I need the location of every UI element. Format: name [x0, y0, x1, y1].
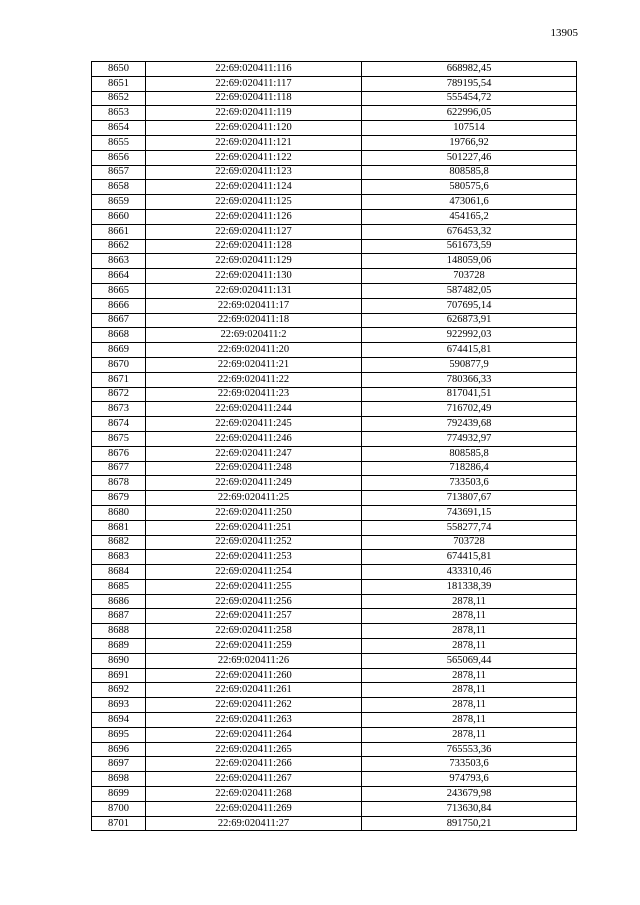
value-cell: 107514	[362, 121, 577, 136]
row-number-cell: 8666	[92, 298, 146, 313]
value-cell: 743691,15	[362, 505, 577, 520]
table-row	[92, 668, 577, 683]
table-row	[92, 579, 577, 594]
cadastral-number-cell: 22:69:020411:125	[146, 195, 362, 210]
cadastral-number-cell: 22:69:020411:119	[146, 106, 362, 121]
table-row	[92, 209, 577, 224]
cadastral-number-cell: 22:69:020411:258	[146, 624, 362, 639]
cadastral-number-cell: 22:69:020411:248	[146, 461, 362, 476]
value-cell: 590877,9	[362, 357, 577, 372]
row-number-cell: 8663	[92, 254, 146, 269]
row-number-cell: 8694	[92, 713, 146, 728]
value-cell: 433310,46	[362, 565, 577, 580]
table-row	[92, 491, 577, 506]
value-cell: 713630,84	[362, 801, 577, 816]
value-cell: 974793,6	[362, 772, 577, 787]
value-cell: 817041,51	[362, 387, 577, 402]
cadastral-number-cell: 22:69:020411:127	[146, 224, 362, 239]
table-row	[92, 91, 577, 106]
value-cell: 454165,2	[362, 209, 577, 224]
page-number: 13905	[550, 27, 578, 39]
cadastral-number-cell: 22:69:020411:254	[146, 565, 362, 580]
table-row	[92, 269, 577, 284]
value-cell: 2878,11	[362, 609, 577, 624]
value-cell: 674415,81	[362, 550, 577, 565]
cadastral-number-cell: 22:69:020411:117	[146, 76, 362, 91]
cadastral-number-cell: 22:69:020411:20	[146, 343, 362, 358]
row-number-cell: 8678	[92, 476, 146, 491]
row-number-cell: 8671	[92, 372, 146, 387]
value-cell: 922992,03	[362, 328, 577, 343]
table-row	[92, 121, 577, 136]
value-cell: 622996,05	[362, 106, 577, 121]
table-row	[92, 565, 577, 580]
cadastral-number-cell: 22:69:020411:259	[146, 639, 362, 654]
table-row	[92, 698, 577, 713]
table-row	[92, 816, 577, 831]
row-number-cell: 8652	[92, 91, 146, 106]
cadastral-number-cell: 22:69:020411:118	[146, 91, 362, 106]
cadastral-number-cell: 22:69:020411:246	[146, 431, 362, 446]
row-number-cell: 8677	[92, 461, 146, 476]
row-number-cell: 8693	[92, 698, 146, 713]
value-cell: 674415,81	[362, 343, 577, 358]
row-number-cell: 8667	[92, 313, 146, 328]
table-row	[92, 76, 577, 91]
table-row	[92, 787, 577, 802]
value-cell: 473061,6	[362, 195, 577, 210]
table-row	[92, 476, 577, 491]
table-row	[92, 343, 577, 358]
value-cell: 555454,72	[362, 91, 577, 106]
value-cell: 243679,98	[362, 787, 577, 802]
row-number-cell: 8651	[92, 76, 146, 91]
value-cell: 789195,54	[362, 76, 577, 91]
value-cell: 558277,74	[362, 520, 577, 535]
row-number-cell: 8689	[92, 639, 146, 654]
row-number-cell: 8679	[92, 491, 146, 506]
table-row	[92, 713, 577, 728]
value-cell: 2878,11	[362, 639, 577, 654]
value-cell: 765553,36	[362, 742, 577, 757]
table-row	[92, 535, 577, 550]
cadastral-number-cell: 22:69:020411:265	[146, 742, 362, 757]
table-row	[92, 239, 577, 254]
value-cell: 774932,97	[362, 431, 577, 446]
table-row	[92, 772, 577, 787]
value-cell: 713807,67	[362, 491, 577, 506]
table-row	[92, 165, 577, 180]
cadastral-number-cell: 22:69:020411:18	[146, 313, 362, 328]
cadastral-number-cell: 22:69:020411:23	[146, 387, 362, 402]
cadastral-number-cell: 22:69:020411:25	[146, 491, 362, 506]
table-row	[92, 150, 577, 165]
cadastral-number-cell: 22:69:020411:244	[146, 402, 362, 417]
cadastral-number-cell: 22:69:020411:252	[146, 535, 362, 550]
table-row	[92, 195, 577, 210]
cadastral-number-cell: 22:69:020411:122	[146, 150, 362, 165]
table-row	[92, 417, 577, 432]
row-number-cell: 8697	[92, 757, 146, 772]
row-number-cell: 8654	[92, 121, 146, 136]
table-row	[92, 683, 577, 698]
value-cell: 703728	[362, 535, 577, 550]
table-row	[92, 431, 577, 446]
table-row	[92, 742, 577, 757]
table-row	[92, 727, 577, 742]
cadastral-number-cell: 22:69:020411:266	[146, 757, 362, 772]
row-number-cell: 8680	[92, 505, 146, 520]
table-row	[92, 801, 577, 816]
row-number-cell: 8664	[92, 269, 146, 284]
table-row	[92, 298, 577, 313]
row-number-cell: 8695	[92, 727, 146, 742]
table-row	[92, 653, 577, 668]
row-number-cell: 8672	[92, 387, 146, 402]
row-number-cell: 8658	[92, 180, 146, 195]
row-number-cell: 8683	[92, 550, 146, 565]
row-number-cell: 8668	[92, 328, 146, 343]
row-number-cell: 8660	[92, 209, 146, 224]
value-cell: 891750,21	[362, 816, 577, 831]
row-number-cell: 8690	[92, 653, 146, 668]
cadastral-number-cell: 22:69:020411:260	[146, 668, 362, 683]
cadastral-number-cell: 22:69:020411:249	[146, 476, 362, 491]
row-number-cell: 8686	[92, 594, 146, 609]
row-number-cell: 8674	[92, 417, 146, 432]
cadastral-number-cell: 22:69:020411:123	[146, 165, 362, 180]
cadastral-number-cell: 22:69:020411:129	[146, 254, 362, 269]
cadastral-number-cell: 22:69:020411:257	[146, 609, 362, 624]
cadastral-number-cell: 22:69:020411:268	[146, 787, 362, 802]
value-cell: 780366,33	[362, 372, 577, 387]
table-row	[92, 757, 577, 772]
cadastral-number-cell: 22:69:020411:262	[146, 698, 362, 713]
table-row	[92, 62, 577, 77]
value-cell: 808585,8	[362, 446, 577, 461]
row-number-cell: 8673	[92, 402, 146, 417]
table-row	[92, 387, 577, 402]
value-cell: 2878,11	[362, 624, 577, 639]
cadastral-number-cell: 22:69:020411:131	[146, 283, 362, 298]
row-number-cell: 8675	[92, 431, 146, 446]
cadastral-number-cell: 22:69:020411:116	[146, 62, 362, 77]
table-row	[92, 609, 577, 624]
cadastral-number-cell: 22:69:020411:126	[146, 209, 362, 224]
value-cell: 561673,59	[362, 239, 577, 254]
cadastral-number-cell: 22:69:020411:255	[146, 579, 362, 594]
cadastral-number-cell: 22:69:020411:130	[146, 269, 362, 284]
table-row	[92, 550, 577, 565]
value-cell: 501227,46	[362, 150, 577, 165]
row-number-cell: 8701	[92, 816, 146, 831]
cadastral-number-cell: 22:69:020411:17	[146, 298, 362, 313]
row-number-cell: 8687	[92, 609, 146, 624]
value-cell: 808585,8	[362, 165, 577, 180]
row-number-cell: 8698	[92, 772, 146, 787]
row-number-cell: 8653	[92, 106, 146, 121]
value-cell: 587482,05	[362, 283, 577, 298]
table-row	[92, 180, 577, 195]
cadastral-number-cell: 22:69:020411:261	[146, 683, 362, 698]
cadastral-number-cell: 22:69:020411:251	[146, 520, 362, 535]
row-number-cell: 8676	[92, 446, 146, 461]
table-row	[92, 505, 577, 520]
table-row	[92, 402, 577, 417]
cadastral-number-cell: 22:69:020411:121	[146, 135, 362, 150]
value-cell: 676453,32	[362, 224, 577, 239]
row-number-cell: 8682	[92, 535, 146, 550]
table-row	[92, 639, 577, 654]
table-row	[92, 135, 577, 150]
row-number-cell: 8662	[92, 239, 146, 254]
row-number-cell: 8699	[92, 787, 146, 802]
table-row	[92, 313, 577, 328]
value-cell: 181338,39	[362, 579, 577, 594]
value-cell: 580575,6	[362, 180, 577, 195]
value-cell: 565069,44	[362, 653, 577, 668]
cadastral-number-cell: 22:69:020411:253	[146, 550, 362, 565]
cadastral-number-cell: 22:69:020411:267	[146, 772, 362, 787]
table-row	[92, 372, 577, 387]
row-number-cell: 8657	[92, 165, 146, 180]
row-number-cell: 8685	[92, 579, 146, 594]
cadastral-number-cell: 22:69:020411:264	[146, 727, 362, 742]
row-number-cell: 8650	[92, 62, 146, 77]
cadastral-value-table	[91, 61, 577, 831]
cadastral-number-cell: 22:69:020411:128	[146, 239, 362, 254]
table-row	[92, 357, 577, 372]
value-cell: 718286,4	[362, 461, 577, 476]
row-number-cell: 8670	[92, 357, 146, 372]
row-number-cell: 8700	[92, 801, 146, 816]
table-row	[92, 520, 577, 535]
cadastral-number-cell: 22:69:020411:256	[146, 594, 362, 609]
cadastral-number-cell: 22:69:020411:263	[146, 713, 362, 728]
table-row	[92, 461, 577, 476]
table-body	[92, 62, 577, 831]
value-cell: 626873,91	[362, 313, 577, 328]
cadastral-number-cell: 22:69:020411:2	[146, 328, 362, 343]
table-row	[92, 283, 577, 298]
row-number-cell: 8684	[92, 565, 146, 580]
table-row	[92, 328, 577, 343]
value-cell: 148059,06	[362, 254, 577, 269]
cadastral-number-cell: 22:69:020411:27	[146, 816, 362, 831]
row-number-cell: 8655	[92, 135, 146, 150]
value-cell: 703728	[362, 269, 577, 284]
row-number-cell: 8665	[92, 283, 146, 298]
value-cell: 792439,68	[362, 417, 577, 432]
value-cell: 2878,11	[362, 698, 577, 713]
value-cell: 2878,11	[362, 727, 577, 742]
row-number-cell: 8688	[92, 624, 146, 639]
cadastral-number-cell: 22:69:020411:269	[146, 801, 362, 816]
value-cell: 19766,92	[362, 135, 577, 150]
value-cell: 2878,11	[362, 713, 577, 728]
row-number-cell: 8661	[92, 224, 146, 239]
row-number-cell: 8692	[92, 683, 146, 698]
value-cell: 716702,49	[362, 402, 577, 417]
table-row	[92, 254, 577, 269]
value-cell: 2878,11	[362, 668, 577, 683]
cadastral-number-cell: 22:69:020411:250	[146, 505, 362, 520]
cadastral-number-cell: 22:69:020411:247	[146, 446, 362, 461]
cadastral-number-cell: 22:69:020411:26	[146, 653, 362, 668]
table-row	[92, 446, 577, 461]
table-row	[92, 224, 577, 239]
table-row	[92, 594, 577, 609]
row-number-cell: 8659	[92, 195, 146, 210]
row-number-cell: 8696	[92, 742, 146, 757]
value-cell: 733503,6	[362, 757, 577, 772]
row-number-cell: 8656	[92, 150, 146, 165]
value-cell: 733503,6	[362, 476, 577, 491]
value-cell: 2878,11	[362, 594, 577, 609]
cadastral-number-cell: 22:69:020411:124	[146, 180, 362, 195]
cadastral-number-cell: 22:69:020411:22	[146, 372, 362, 387]
row-number-cell: 8669	[92, 343, 146, 358]
value-cell: 2878,11	[362, 683, 577, 698]
table-row	[92, 106, 577, 121]
cadastral-number-cell: 22:69:020411:120	[146, 121, 362, 136]
value-cell: 668982,45	[362, 62, 577, 77]
value-cell: 707695,14	[362, 298, 577, 313]
table-row	[92, 624, 577, 639]
row-number-cell: 8681	[92, 520, 146, 535]
cadastral-number-cell: 22:69:020411:245	[146, 417, 362, 432]
cadastral-number-cell: 22:69:020411:21	[146, 357, 362, 372]
row-number-cell: 8691	[92, 668, 146, 683]
